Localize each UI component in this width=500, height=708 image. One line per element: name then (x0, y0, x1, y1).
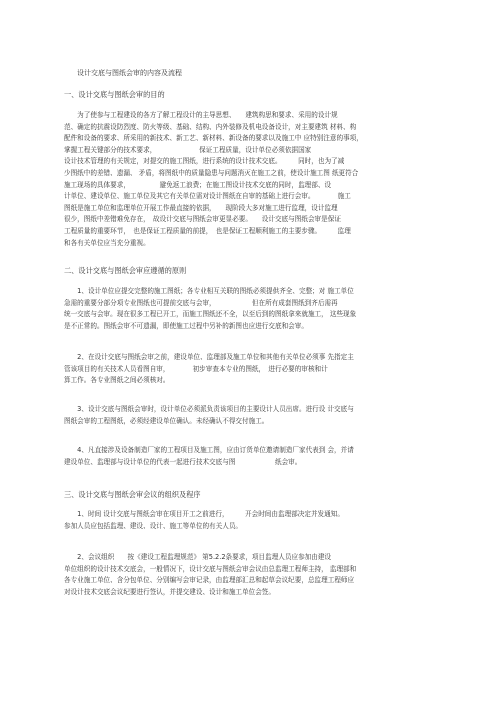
text-line: 是不正常的。图纸会审不可遗漏，即使施工过程中另补的新图也应进行交底和会审。 (64, 321, 308, 330)
text-line: 工程质量的重要环节， 也是保证工程质量的前提， 也是保证工程顺利施工的主要步骤。 监理 (64, 226, 351, 235)
paragraph-purpose (64, 110, 436, 249)
paragraph-principle-3 (64, 404, 436, 427)
document-title: 设计交底与图纸会审的内容及流程 (77, 69, 182, 77)
text-line: 2、在设计交底与图纸会审之前，建设单位、监理部及施工单位和其他有关单位必须事 先指定主 (64, 353, 354, 361)
text-line: 3、设计交底与图纸会审时，设计单位必须派负责该项目的主要设计人员出席。进行设 计交底与 (64, 405, 354, 413)
text-line: 各专业施工单位、含分包单位、分别编写会审记录，由监理部汇总和起草会议纪要，总监理工程师应 (64, 576, 355, 585)
paragraph-meeting-organization (64, 552, 436, 598)
section-heading-purpose: 一、设计交底与图纸会审的目的 (64, 90, 165, 99)
text-line: 1、设计单位应提交完整的施工图纸；各专业相互关联的图纸必须提供齐全、完整；对 施工单位 (64, 287, 354, 295)
text-line: 和各有关单位应当充分重视。 (64, 238, 150, 247)
text-line: 掌握工程关键部分的技术要求， 保证工程质量，设计单位必须依据国家 (64, 145, 312, 154)
text-line: 图纸会审的工程图纸，必须经建设单位确认。未经确认不得交付施工。 (64, 416, 269, 425)
text-line: 2、会议组织 按《建设工程监理规范》 第5.2.2条要求，项目监理人员应参加由建设 (64, 553, 332, 561)
text-line: 很少，图纸中差错难免存在， 故设计交底与图纸会审更显必要。 设计交底与图纸会审是保证 (64, 215, 341, 224)
text-line: 计单位、建设单位、施工单位及其它有关单位需对设计图纸在自审的基础上进行会审。 施工 (64, 192, 351, 201)
paragraph-principle-1 (64, 286, 436, 332)
section-heading-principles: 二、设计交底与图纸会审应遵循的原则 (64, 266, 187, 275)
paragraph-meeting-time (64, 509, 436, 532)
text-line: 施工现场的具体要求， 避免返工浪费；在施工图设计技术交底的同时，监理部、设 (64, 180, 332, 189)
text-line: 单位组织的设计技术交底会，一般情况下，设计交底与图纸会审会议由总监理工程师主持， 监理部和 (64, 564, 357, 573)
paragraph-principle-4 (64, 445, 436, 468)
text-line: 建设单位、监理部与设计单位的代表一起进行技术交底与图 纸会审。 (64, 457, 302, 466)
text-line: 4、凡直接涉及设备制造厂家的工程项目及施工图，应由订货单位邀请制造厂家代表到 会，并请 (64, 446, 354, 454)
text-line: 为了使参与工程建设的各方了解工程设计的主导思想、 建筑构思和要求、采用的设计规 (64, 111, 338, 119)
text-line: 对设计技术交底会议纪要进行签认，并提交建设、设计和施工单位会签。 (64, 587, 275, 596)
text-line: 范、确定的抗震设防烈度、防火等级、基础、结构、内外装修及机电设备设计，对主要建筑 材料、构 (64, 122, 357, 131)
section-heading-organization: 三、设计交底与图纸会审会议的组织及程序 (64, 490, 201, 499)
text-line: 配件和设备的要求、所采用的新技术、新工艺、新材料、新设备的要求以及施工中 应特别注意的事项， (64, 134, 363, 143)
text-line: 设计技术管理的有关规定，对提交的施工图纸，进行系统的设计技术交底。 同时，也为了减 (64, 157, 345, 166)
text-line: 1、时间 设计交底与图纸会审在项目开工之前进行， 开会时间由监理部决定并发通知。 (64, 510, 344, 518)
text-line: 急需的重要分部分项专业图纸也可提前交底与会审， 但在所有成套图纸到齐后需再 (64, 298, 338, 307)
paragraph-principle-2 (64, 352, 436, 387)
text-line: 算工作。各专业图纸之间必须核对。 (64, 376, 170, 385)
text-line: 管该项目的有关技术人员看图自审， 初步审查本专业的图纸， 进行必要的审核和计 (64, 364, 328, 373)
text-line: 统一交底与会审。现在很多工程已开工，而施工图纸还不全，以至后到的图纸拿来就施工， 这些现象 (64, 310, 357, 319)
text-line: 图纸是施工单位和监理单位开展工作最直接的依据， 现阶段大多对施工进行监理，设计监理 (64, 203, 338, 212)
text-line: 参加人员应包括监理、建设、设计、施工等单位的有关人员。 (64, 521, 243, 530)
text-line: 少图纸中的差错、遗漏、 矛盾，将图纸中的质量隐患与问题消灭在施工之前，使设计施工图 纸更符合 (64, 168, 359, 177)
